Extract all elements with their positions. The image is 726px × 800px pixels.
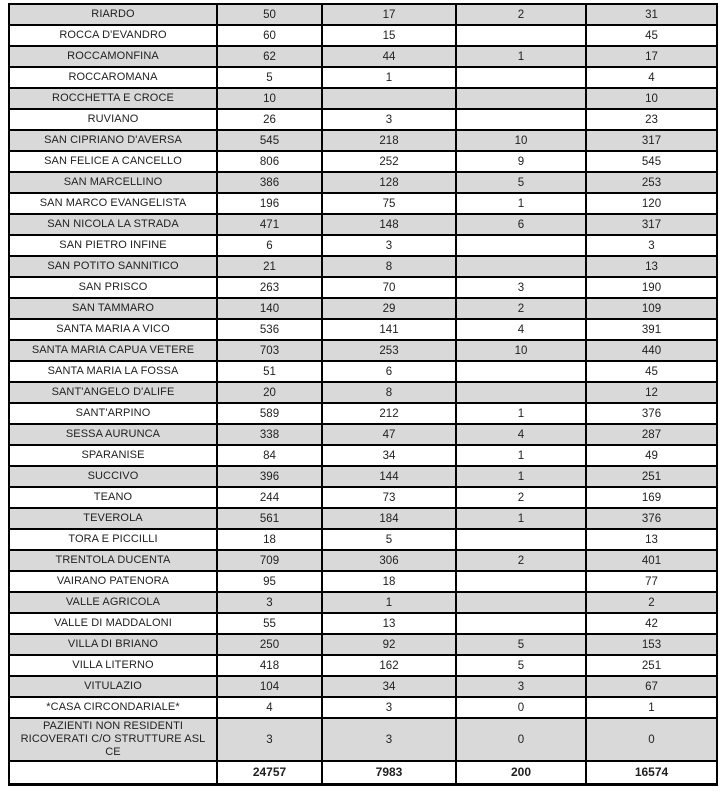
municipality-name-cell: SANT'ANGELO D'ALIFE (9, 382, 217, 403)
table-row (9, 4, 717, 25)
value-cell: 6 (456, 214, 586, 235)
table-row (9, 214, 717, 235)
value-cell: 338 (217, 424, 322, 445)
value-cell: 251 (586, 466, 717, 487)
value-cell: 31 (586, 4, 717, 25)
value-cell: 51 (217, 361, 322, 382)
municipality-name-cell: ROCCHETTA E CROCE (9, 88, 217, 109)
value-cell: 18 (217, 529, 322, 550)
value-cell: 703 (217, 340, 322, 361)
totals-value-cell: 200 (456, 761, 586, 784)
value-cell (456, 67, 586, 88)
value-cell: 2 (456, 298, 586, 319)
value-cell: 6 (322, 361, 456, 382)
municipality-name-cell: VALLE AGRICOLA (9, 592, 217, 613)
value-cell: 1 (586, 697, 717, 718)
value-cell: 148 (322, 214, 456, 235)
value-cell: 3 (322, 109, 456, 130)
value-cell: 561 (217, 508, 322, 529)
value-cell: 13 (322, 613, 456, 634)
value-cell: 589 (217, 403, 322, 424)
value-cell: 545 (217, 130, 322, 151)
municipality-name-cell: SAN TAMMARO (9, 298, 217, 319)
value-cell: 9 (456, 151, 586, 172)
value-cell: 4 (586, 67, 717, 88)
value-cell: 376 (586, 403, 717, 424)
value-cell: 140 (217, 298, 322, 319)
municipality-name-cell: VITULAZIO (9, 676, 217, 697)
table-row (9, 403, 717, 424)
value-cell: 5 (456, 655, 586, 676)
value-cell: 252 (322, 151, 456, 172)
municipality-name-cell: SAN PIETRO INFINE (9, 235, 217, 256)
value-cell (322, 88, 456, 109)
value-cell: 62 (217, 46, 322, 67)
municipality-name-cell: SUCCIVO (9, 466, 217, 487)
value-cell: 92 (322, 634, 456, 655)
value-cell: 5 (456, 634, 586, 655)
value-cell: 0 (456, 718, 586, 761)
value-cell (456, 256, 586, 277)
value-cell: 70 (322, 277, 456, 298)
value-cell: 3 (456, 277, 586, 298)
table-row (9, 592, 717, 613)
value-cell: 709 (217, 550, 322, 571)
table-row (9, 697, 717, 718)
value-cell: 45 (586, 25, 717, 46)
table-row (9, 382, 717, 403)
table-row (9, 340, 717, 361)
municipality-table (8, 3, 718, 786)
value-cell: 218 (322, 130, 456, 151)
value-cell: 10 (586, 88, 717, 109)
municipality-name-cell: VAIRANO PATENORA (9, 571, 217, 592)
value-cell: 2 (456, 550, 586, 571)
totals-value-cell: 7983 (322, 761, 456, 784)
totals-empty-cell (9, 761, 217, 784)
value-cell: 4 (456, 424, 586, 445)
value-cell: 0 (586, 718, 717, 761)
value-cell: 250 (217, 634, 322, 655)
table-row (9, 298, 717, 319)
value-cell: 1 (456, 466, 586, 487)
value-cell: 263 (217, 277, 322, 298)
value-cell: 49 (586, 445, 717, 466)
value-cell: 144 (322, 466, 456, 487)
municipality-name-cell: ROCCAMONFINA (9, 46, 217, 67)
table-row (9, 235, 717, 256)
value-cell: 317 (586, 130, 717, 151)
value-cell: 317 (586, 214, 717, 235)
value-cell: 95 (217, 571, 322, 592)
value-cell: 60 (217, 25, 322, 46)
value-cell: 545 (586, 151, 717, 172)
value-cell: 253 (586, 172, 717, 193)
value-cell: 153 (586, 634, 717, 655)
table-row (9, 508, 717, 529)
table-row (9, 361, 717, 382)
table-row (9, 130, 717, 151)
table-row (9, 109, 717, 130)
value-cell: 3 (217, 718, 322, 761)
value-cell: 376 (586, 508, 717, 529)
value-cell: 196 (217, 193, 322, 214)
value-cell: 536 (217, 319, 322, 340)
value-cell: 45 (586, 361, 717, 382)
municipality-name-cell: PAZIENTI NON RESIDENTI RICOVERATI C/O STRUTTURE ASL CE (9, 718, 217, 761)
value-cell: 5 (456, 172, 586, 193)
value-cell (456, 592, 586, 613)
value-cell: 20 (217, 382, 322, 403)
value-cell: 17 (586, 46, 717, 67)
municipality-name-cell: SAN NICOLA LA STRADA (9, 214, 217, 235)
municipality-name-cell: SAN POTITO SANNITICO (9, 256, 217, 277)
value-cell: 3 (456, 676, 586, 697)
value-cell: 440 (586, 340, 717, 361)
value-cell: 34 (322, 676, 456, 697)
value-cell (456, 88, 586, 109)
value-cell: 418 (217, 655, 322, 676)
value-cell: 306 (322, 550, 456, 571)
municipality-name-cell: SPARANISE (9, 445, 217, 466)
value-cell: 1 (456, 403, 586, 424)
value-cell: 21 (217, 256, 322, 277)
value-cell: 141 (322, 319, 456, 340)
value-cell: 5 (217, 67, 322, 88)
municipality-name-cell: VILLA DI BRIANO (9, 634, 217, 655)
value-cell: 1 (456, 508, 586, 529)
value-cell: 120 (586, 193, 717, 214)
municipality-name-cell: SAN FELICE A CANCELLO (9, 151, 217, 172)
value-cell: 128 (322, 172, 456, 193)
table-row (9, 277, 717, 298)
value-cell: 13 (586, 529, 717, 550)
value-cell: 8 (322, 256, 456, 277)
table-row (9, 466, 717, 487)
value-cell: 1 (456, 193, 586, 214)
value-cell: 1 (456, 46, 586, 67)
value-cell: 396 (217, 466, 322, 487)
value-cell: 251 (586, 655, 717, 676)
value-cell: 12 (586, 382, 717, 403)
value-cell: 23 (586, 109, 717, 130)
totals-value-cell: 24757 (217, 761, 322, 784)
table-row (9, 655, 717, 676)
value-cell: 0 (456, 697, 586, 718)
value-cell: 190 (586, 277, 717, 298)
value-cell (456, 109, 586, 130)
table-row (9, 172, 717, 193)
value-cell: 386 (217, 172, 322, 193)
value-cell: 1 (456, 445, 586, 466)
value-cell: 5 (322, 529, 456, 550)
value-cell: 471 (217, 214, 322, 235)
table-body (9, 4, 717, 784)
table-row (9, 571, 717, 592)
table-row (9, 676, 717, 697)
municipality-name-cell: *CASA CIRCONDARIALE* (9, 697, 217, 718)
value-cell: 806 (217, 151, 322, 172)
municipality-name-cell: VALLE DI MADDALONI (9, 613, 217, 634)
table-row (9, 319, 717, 340)
value-cell: 29 (322, 298, 456, 319)
municipality-name-cell: SANTA MARIA CAPUA VETERE (9, 340, 217, 361)
municipality-name-cell: SAN PRISCO (9, 277, 217, 298)
value-cell: 26 (217, 109, 322, 130)
table-row (9, 445, 717, 466)
value-cell: 244 (217, 487, 322, 508)
table-row (9, 718, 717, 761)
table-row (9, 613, 717, 634)
value-cell: 253 (322, 340, 456, 361)
value-cell: 10 (217, 88, 322, 109)
table-row (9, 88, 717, 109)
value-cell: 4 (456, 319, 586, 340)
value-cell: 109 (586, 298, 717, 319)
value-cell: 73 (322, 487, 456, 508)
municipality-name-cell: TORA E PICCILLI (9, 529, 217, 550)
value-cell: 3 (586, 235, 717, 256)
value-cell: 287 (586, 424, 717, 445)
table-row (9, 529, 717, 550)
value-cell: 75 (322, 193, 456, 214)
value-cell: 13 (586, 256, 717, 277)
value-cell: 77 (586, 571, 717, 592)
municipality-name-cell: SANT'ARPINO (9, 403, 217, 424)
value-cell (456, 571, 586, 592)
municipality-name-cell: SESSA AURUNCA (9, 424, 217, 445)
value-cell: 391 (586, 319, 717, 340)
value-cell (456, 25, 586, 46)
value-cell: 184 (322, 508, 456, 529)
value-cell: 50 (217, 4, 322, 25)
totals-value-cell: 16574 (586, 761, 717, 784)
table-row (9, 634, 717, 655)
value-cell: 17 (322, 4, 456, 25)
municipality-name-cell: ROCCA D'EVANDRO (9, 25, 217, 46)
value-cell: 10 (456, 130, 586, 151)
table-row (9, 151, 717, 172)
municipality-name-cell: SANTA MARIA A VICO (9, 319, 217, 340)
value-cell: 42 (586, 613, 717, 634)
value-cell: 47 (322, 424, 456, 445)
value-cell (456, 235, 586, 256)
value-cell: 2 (586, 592, 717, 613)
value-cell: 401 (586, 550, 717, 571)
value-cell: 55 (217, 613, 322, 634)
value-cell: 10 (456, 340, 586, 361)
value-cell: 4 (217, 697, 322, 718)
municipality-name-cell: SAN MARCELLINO (9, 172, 217, 193)
value-cell: 3 (322, 697, 456, 718)
value-cell: 18 (322, 571, 456, 592)
value-cell: 2 (456, 4, 586, 25)
municipality-name-cell: RIARDO (9, 4, 217, 25)
value-cell: 104 (217, 676, 322, 697)
value-cell (456, 361, 586, 382)
value-cell: 34 (322, 445, 456, 466)
table-row (9, 25, 717, 46)
value-cell (456, 613, 586, 634)
value-cell (456, 529, 586, 550)
municipality-name-cell: SANTA MARIA LA FOSSA (9, 361, 217, 382)
municipality-name-cell: SAN MARCO EVANGELISTA (9, 193, 217, 214)
value-cell (456, 382, 586, 403)
municipality-name-cell: SAN CIPRIANO D'AVERSA (9, 130, 217, 151)
table-row (9, 550, 717, 571)
value-cell: 84 (217, 445, 322, 466)
value-cell: 212 (322, 403, 456, 424)
table-row (9, 67, 717, 88)
value-cell: 67 (586, 676, 717, 697)
value-cell: 1 (322, 67, 456, 88)
municipality-name-cell: VILLA LITERNO (9, 655, 217, 676)
value-cell: 1 (322, 592, 456, 613)
table-row (9, 46, 717, 67)
municipality-name-cell: TEANO (9, 487, 217, 508)
table-row (9, 256, 717, 277)
municipality-name-cell: TEVEROLA (9, 508, 217, 529)
value-cell: 3 (322, 235, 456, 256)
value-cell: 162 (322, 655, 456, 676)
totals-row (9, 761, 717, 784)
municipality-name-cell: TRENTOLA DUCENTA (9, 550, 217, 571)
value-cell: 3 (322, 718, 456, 761)
value-cell: 169 (586, 487, 717, 508)
value-cell: 6 (217, 235, 322, 256)
value-cell: 2 (456, 487, 586, 508)
value-cell: 15 (322, 25, 456, 46)
value-cell: 8 (322, 382, 456, 403)
value-cell: 3 (217, 592, 322, 613)
table-row (9, 424, 717, 445)
municipality-name-cell: RUVIANO (9, 109, 217, 130)
value-cell: 44 (322, 46, 456, 67)
table-row (9, 193, 717, 214)
table-row (9, 487, 717, 508)
municipality-name-cell: ROCCAROMANA (9, 67, 217, 88)
